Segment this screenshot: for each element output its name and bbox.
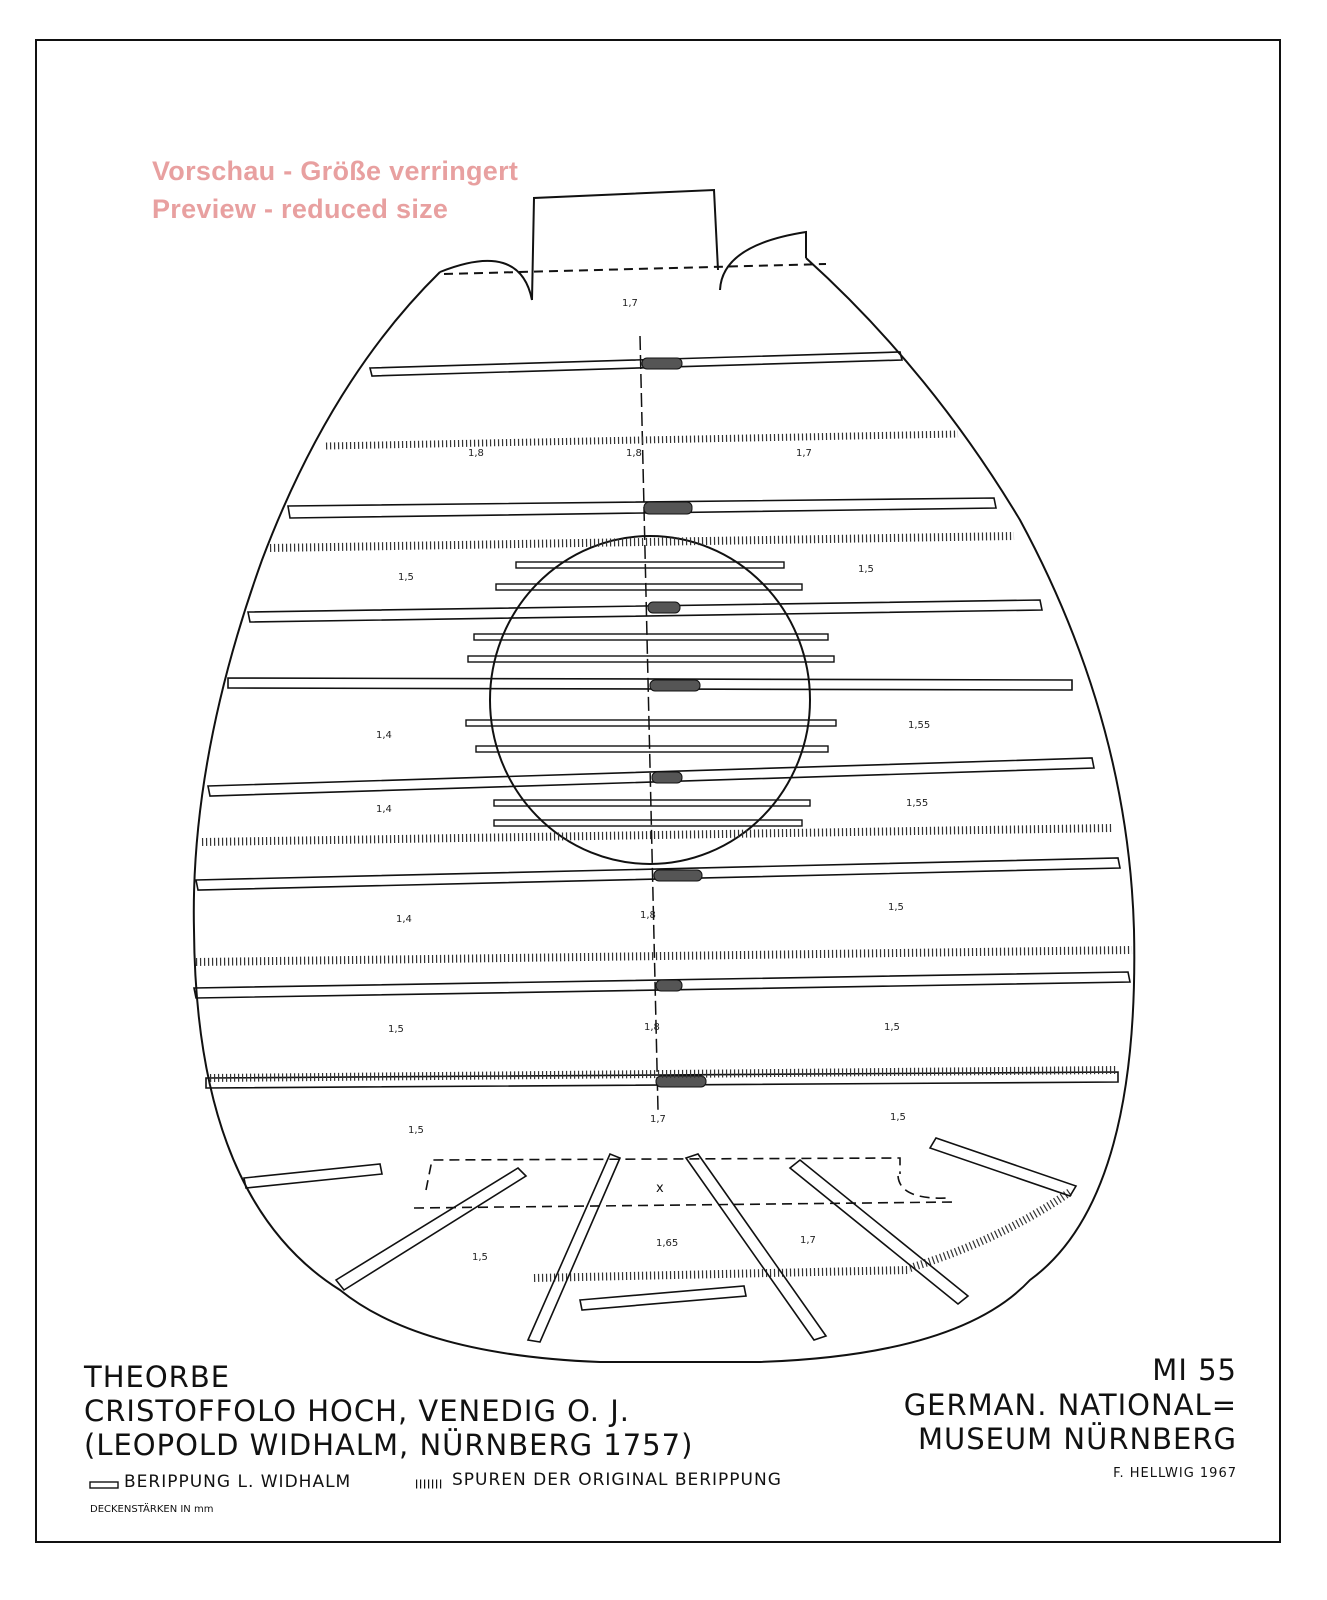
thickness-label: 1,55 [908, 720, 931, 731]
neck-right-cusp [720, 232, 806, 290]
thickness-label: 1,65 [656, 1238, 679, 1249]
center-traces [642, 358, 706, 1087]
museum-line-2: MUSEUM NÜRNBERG [917, 1422, 1237, 1456]
trace-rows [196, 434, 1132, 1278]
center-line [640, 336, 658, 1110]
ribbing-legend-symbol [90, 1482, 118, 1488]
thickness-label: 1,8 [468, 448, 484, 459]
center-mark: x [656, 1181, 664, 1196]
thickness-label: 1,7 [622, 298, 638, 309]
bar [468, 656, 834, 662]
thickness-label: 1,5 [408, 1125, 424, 1136]
legend-thickness-note: DECKENSTÄRKEN IN mm [90, 1504, 214, 1515]
watermark-line-1: Vorschau - Größe verringert [152, 156, 519, 186]
bar [244, 1164, 382, 1188]
thickness-label: 1,5 [890, 1112, 906, 1123]
watermark-line-2: Preview - reduced size [152, 194, 449, 224]
thickness-label: 1,8 [626, 448, 642, 459]
neck-left-cusp [440, 261, 532, 300]
bar [686, 1154, 826, 1340]
author-credit: F. HELLWIG 1967 [1113, 1466, 1237, 1481]
thickness-label: 1,5 [888, 902, 904, 913]
legend-original-traces: SPUREN DER ORIGINAL BERIPPUNG [452, 1470, 782, 1490]
thickness-label: 1,4 [396, 914, 412, 925]
thickness-label: 1,8 [640, 910, 656, 921]
bar [248, 600, 1042, 622]
bar [474, 634, 828, 640]
bar [466, 720, 836, 726]
thickness-label: 1,5 [398, 572, 414, 583]
bar [476, 746, 828, 752]
title-line-3: (LEOPOLD WIDHALM, NÜRNBERG 1757) [84, 1428, 694, 1462]
rosette [490, 536, 810, 864]
soundboard-outline [194, 258, 1135, 1362]
thickness-label: 1,4 [376, 730, 392, 741]
bar [930, 1138, 1076, 1196]
thickness-label: 1,5 [858, 564, 874, 575]
drawing-frame [36, 40, 1280, 1542]
bar [496, 584, 802, 590]
neck-block [532, 190, 718, 300]
bar [494, 800, 810, 806]
thickness-label: 1,5 [884, 1022, 900, 1033]
thickness-label: 1,8 [644, 1022, 660, 1033]
bar [790, 1160, 968, 1304]
thickness-label: 1,7 [800, 1235, 816, 1246]
bar [370, 352, 902, 376]
thickness-label: 1,5 [388, 1024, 404, 1035]
bar [336, 1168, 526, 1290]
thickness-label: 1,4 [376, 804, 392, 815]
bar [288, 498, 996, 518]
title-line-1: THEORBE [84, 1360, 231, 1394]
catalog-number: MI 55 [1152, 1353, 1237, 1387]
museum-line-1: GERMAN. NATIONAL= [903, 1388, 1237, 1422]
bar [528, 1154, 620, 1342]
thickness-label: 1,7 [796, 448, 812, 459]
thickness-label: 1,55 [906, 798, 929, 809]
bar [580, 1286, 746, 1310]
thickness-label: 1,7 [650, 1114, 666, 1125]
neck-dashed-line [444, 264, 826, 274]
thickness-label: 1,5 [472, 1252, 488, 1263]
legend-ribbing: BERIPPUNG L. WIDHALM [124, 1472, 352, 1492]
title-line-2: CRISTOFFOLO HOCH, VENEDIG O. J. [84, 1394, 630, 1428]
